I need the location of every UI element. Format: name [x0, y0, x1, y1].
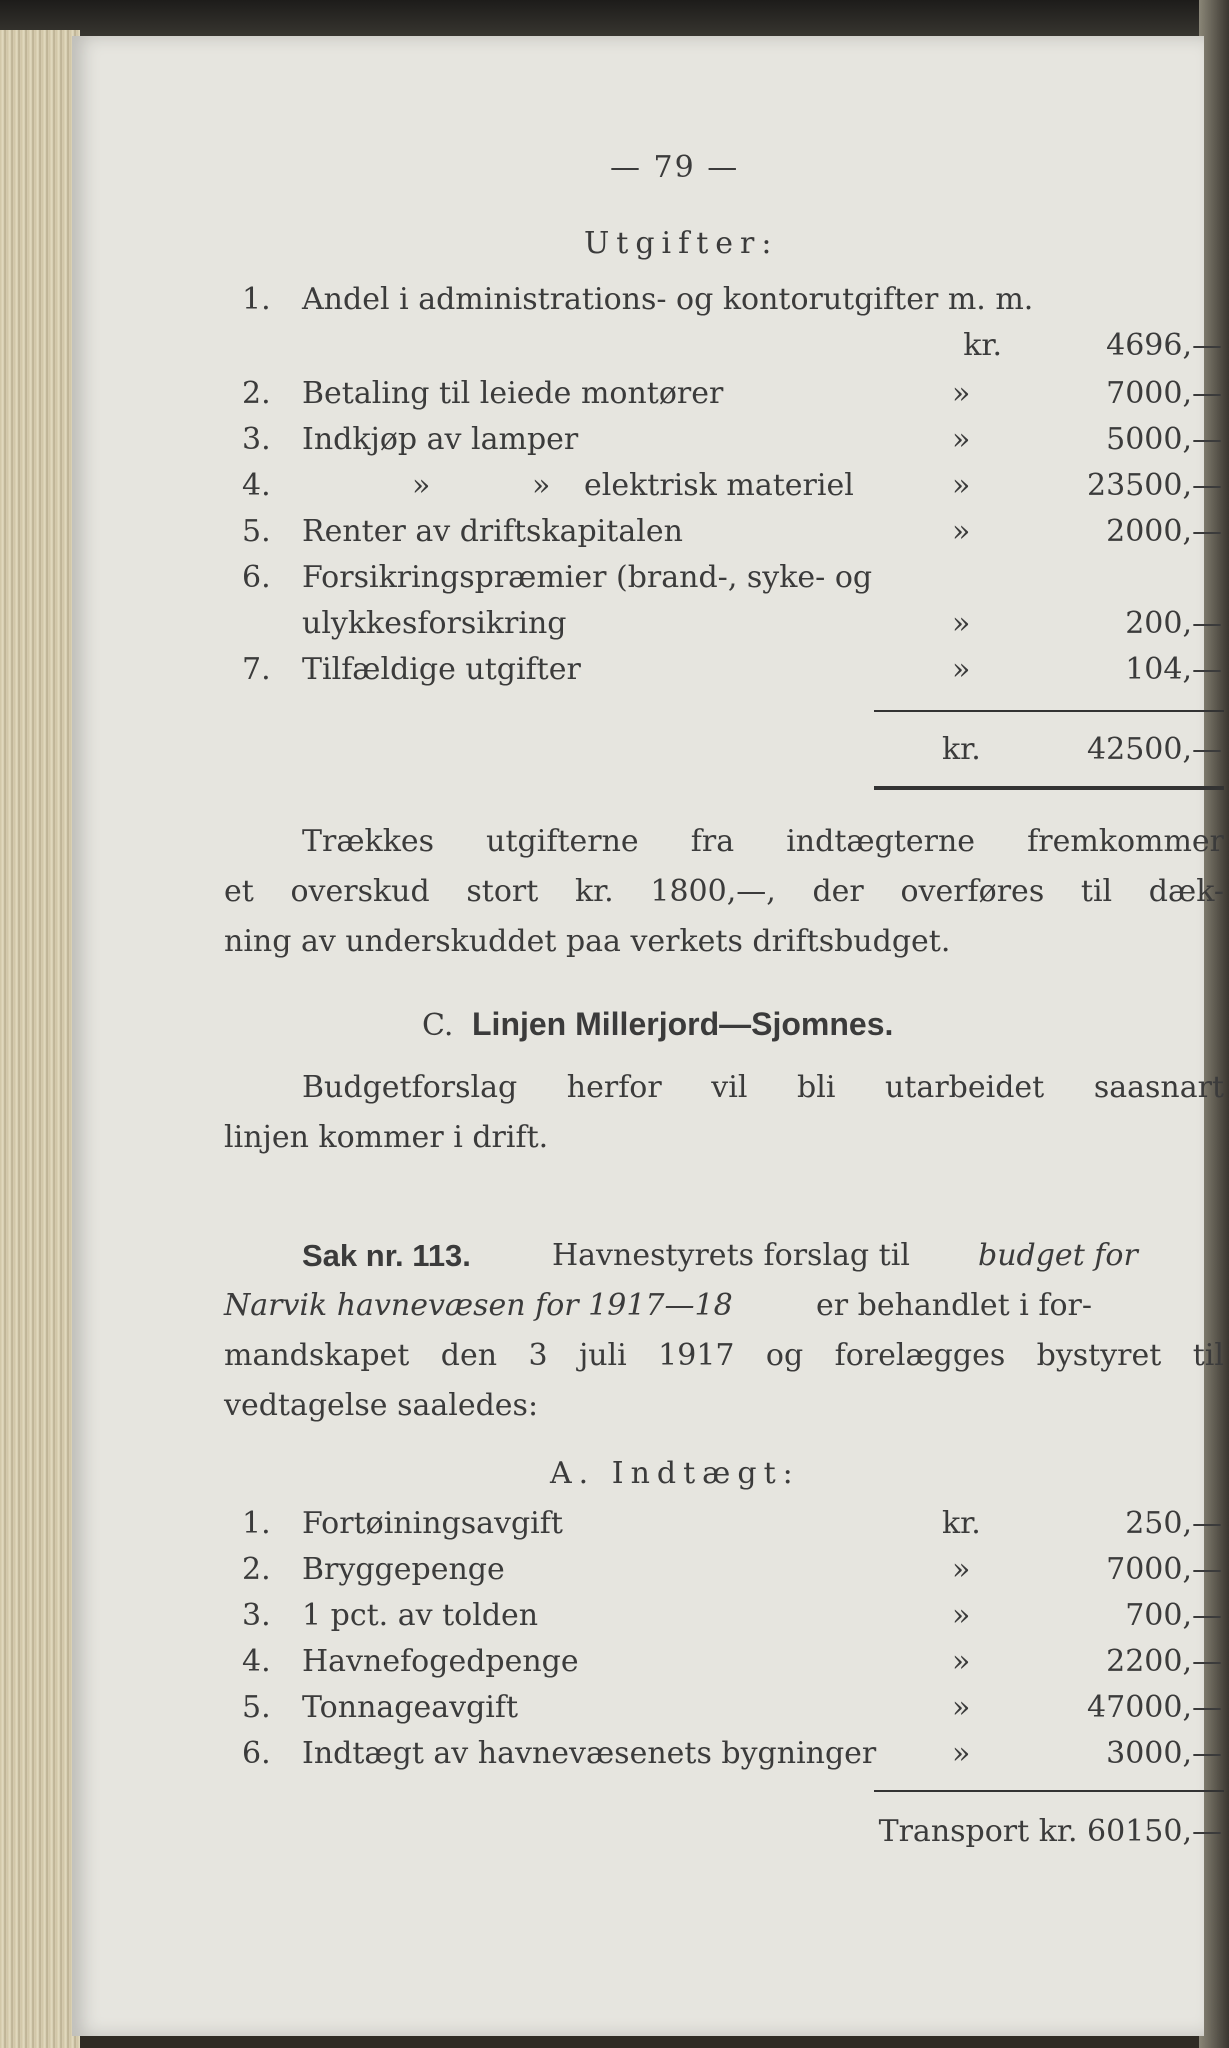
- expense-number: 2.: [242, 376, 271, 411]
- section-c-label: C.: [422, 1008, 454, 1043]
- income-currency: »: [952, 1598, 971, 1633]
- expense-currency: »: [952, 468, 971, 503]
- expense-currency: kr.: [963, 328, 1002, 363]
- expense-text: Tilfældige utgifter: [302, 652, 581, 687]
- income-currency: »: [952, 1552, 971, 1587]
- expense-number: 1.: [242, 282, 271, 317]
- expense-text: elektrisk materiel: [584, 468, 854, 503]
- expense-number: 7.: [242, 652, 271, 687]
- expense-currency: »: [952, 422, 971, 457]
- sak-line2: er behandlet i for-: [816, 1288, 1093, 1323]
- income-amount: 47000,—: [1087, 1690, 1222, 1725]
- income-text: Fortøiningsavgift: [302, 1506, 563, 1541]
- income-amount: 2200,—: [1106, 1644, 1222, 1679]
- expense-text: Betaling til leiede montører: [302, 376, 724, 411]
- income-text: 1 pct. av tolden: [302, 1598, 539, 1633]
- expense-total-currency: kr.: [942, 732, 981, 767]
- ditto-mark: »: [412, 468, 431, 503]
- scan-top-band: [0, 0, 1229, 40]
- expense-amount: 5000,—: [1106, 422, 1222, 457]
- document-page: [72, 36, 1224, 2036]
- section-c-line: linjen kommer i drift.: [224, 1120, 549, 1155]
- expense-amount: 23500,—: [1087, 468, 1222, 503]
- income-currency: »: [952, 1736, 971, 1771]
- income-text: Indtægt av havnevæsenets bygninger: [302, 1736, 877, 1771]
- income-amount: 3000,—: [1106, 1736, 1222, 1771]
- income-amount: 250,—: [1125, 1506, 1222, 1541]
- income-number: 1.: [242, 1506, 271, 1541]
- sak-line1-italic: budget for: [978, 1238, 1138, 1273]
- expense-amount: 7000,—: [1106, 376, 1222, 411]
- paragraph-line: Trækkes utgifterne fra indtægterne fremkommer: [302, 824, 1224, 859]
- paragraph-line: et overskud stort kr. 1800,—, der overføres til dæk-: [224, 874, 1224, 909]
- sak-line4: vedtagelse saaledes:: [224, 1388, 539, 1423]
- sak-label: Sak nr. 113.: [302, 1238, 471, 1273]
- income-number: 4.: [242, 1644, 271, 1679]
- income-heading: A. Indtægt:: [550, 1456, 800, 1491]
- total-rule: [874, 786, 1224, 790]
- expense-number: 6.: [242, 560, 271, 595]
- income-text: Havnefogedpenge: [302, 1644, 579, 1679]
- expense-currency: »: [952, 652, 971, 687]
- expense-amount: 2000,—: [1106, 514, 1222, 549]
- expense-currency: »: [952, 376, 971, 411]
- ditto-mark: »: [532, 468, 551, 503]
- income-number: 5.: [242, 1690, 271, 1725]
- page-number: — 79 —: [610, 150, 740, 185]
- income-currency: »: [952, 1690, 971, 1725]
- expenses-heading: Utgifter:: [584, 226, 779, 261]
- book-page-edges: [0, 30, 80, 2048]
- income-subtotal-rule: [874, 1790, 1224, 1792]
- expense-text: Indkjøp av lamper: [302, 422, 579, 457]
- paragraph-line: ning av underskuddet paa verkets driftsbudget.: [224, 924, 951, 959]
- expense-text: Andel i administrations- og kontorutgifter m. m.: [302, 282, 1034, 317]
- expense-text-continued: ulykkesforsikring: [302, 606, 567, 641]
- sak-line1: Havnestyrets forslag til: [552, 1238, 910, 1273]
- expense-amount: 200,—: [1125, 606, 1222, 641]
- income-number: 2.: [242, 1552, 271, 1587]
- subtotal-rule: [874, 710, 1224, 712]
- income-amount: 7000,—: [1106, 1552, 1222, 1587]
- income-transport: Transport kr. 60150,—: [878, 1814, 1222, 1849]
- expense-amount: 104,—: [1125, 652, 1222, 687]
- expense-text: Renter av driftskapitalen: [302, 514, 683, 549]
- section-c-line: Budgetforslag herfor vil bli utarbeidet saasnart: [302, 1070, 1224, 1105]
- income-amount: 700,—: [1125, 1598, 1222, 1633]
- income-number: 3.: [242, 1598, 271, 1633]
- income-currency: kr.: [942, 1506, 981, 1541]
- expense-total: 42500,—: [1087, 732, 1222, 767]
- expense-number: 4.: [242, 468, 271, 503]
- expense-number: 3.: [242, 422, 271, 457]
- expense-currency: »: [952, 606, 971, 641]
- sak-line3: mandskapet den 3 juli 1917 og forelægges bystyret til: [224, 1338, 1224, 1373]
- expense-amount: 4696,—: [1106, 328, 1222, 363]
- income-text: Tonnageavgift: [302, 1690, 519, 1725]
- sak-line2-italic: Narvik havnevæsen for 1917—18: [224, 1288, 733, 1323]
- expense-number: 5.: [242, 514, 271, 549]
- income-text: Bryggepenge: [302, 1552, 505, 1587]
- income-currency: »: [952, 1644, 971, 1679]
- expense-text: Forsikringspræmier (brand-, syke- og: [302, 560, 873, 595]
- section-c-title: Linjen Millerjord—Sjomnes.: [472, 1006, 894, 1042]
- income-number: 6.: [242, 1736, 271, 1771]
- expense-currency: »: [952, 514, 971, 549]
